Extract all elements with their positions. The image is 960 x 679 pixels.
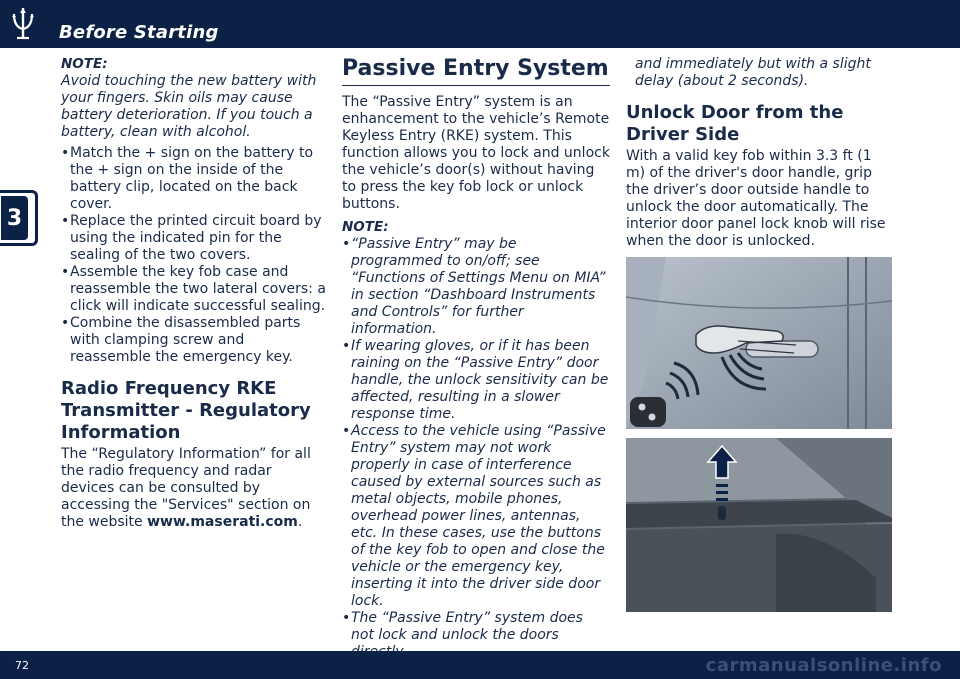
section-heading-unlock-door: Unlock Door from the Driver Side [626,102,844,145]
interior-door-graphic [626,438,892,612]
column-left [61,56,327,531]
intro-paragraph: The “Passive Entry” system is an enhancement to the vehicle’s Remote Keyless Entry (RKE) system. This function allows you to lock and unlock the vehicle’s door(s) without having to press the key fob lock or unlock buttons. [342,94,610,212]
regulatory-end: . [297,514,303,530]
chapter-number: 3 [1,196,28,240]
list-item: • If wearing gloves, or if it has been raining on the “Passive Entry” door handle, the unlock sensitivity can be affected, resulting in a slower response time. [342,338,610,423]
list-item: • The “Passive Entry” system does not lock and unlock the doors [342,610,610,661]
page-footer [0,651,960,679]
unlock-paragraph: With a valid key fob within 3.3 ft (1 m) of the driver's door handle, grip the driver’s door outside handle to unlock the door automatically. The interior door panel lock knob will rise when the door is unlocked. [626,148,886,249]
regulatory-text: The “Regulatory Information” for all the radio frequency and radar devices can be consulted by accessing the "Services" section on the website [61,446,311,530]
watermark: carmanualsonline.info [705,655,942,676]
page-title: Before Starting [59,22,219,43]
column-middle [342,56,610,661]
trident-icon [6,4,40,44]
door-handle-graphic [626,257,892,429]
note-label: NOTE: [61,56,108,72]
list-item: • “Passive Entry” may be programmed to on/off; see “Functions of Settings Menu on MIA” in section “Dashboard Instruments and Controls” for further information. [342,236,610,338]
list-item: • Combine the disassembled parts with clamping screw and reassemble the emergency key. [61,315,327,366]
list-item: • Replace the printed circuit board by using the indicated pin for the sealing of the two covers. [61,213,327,264]
list-item: • Access to the vehicle using “Passive Entry” system may not work properly in case of interference caused by external sources such as metal objects, mobile phones, overhead power lines, antennas, etc. In these cases, use the buttons of the key fob to open and close the vehicle or the emergency key, inserting it into the driver side door lock. [342,423,610,610]
passive-entry-notes-list [342,236,610,661]
list-item: • Assemble the key fob case and reassemble the two lateral covers: a click will indicate successful sealing. [61,264,327,315]
website-link[interactable]: www.maserati.com [147,514,298,530]
battery-steps-list [61,145,327,366]
interior-door-illustration [626,438,892,612]
page-number: 72 [15,659,29,672]
regulatory-paragraph [61,446,327,531]
section-heading-passive-entry: Passive Entry System [342,56,610,86]
door-handle-illustration [626,257,892,429]
chapter-tab[interactable] [0,190,38,246]
note-text: Avoid touching the new battery with your fingers. Skin oils may cause battery deterioration. If you touch a battery, clean with alcohol. [61,73,317,140]
note-label: NOTE: [342,219,389,235]
continued-note: and immediately but with a slight delay (about 2 seconds). [635,56,871,89]
list-item: • Match the + sign on the battery to the + sign on the inside of the battery clip, located on the back cover. [61,145,327,213]
page-header [0,0,960,48]
column-right [626,56,894,250]
section-heading-regulatory: Radio Frequency RKE Transmitter - Regulatory Information [61,378,311,443]
